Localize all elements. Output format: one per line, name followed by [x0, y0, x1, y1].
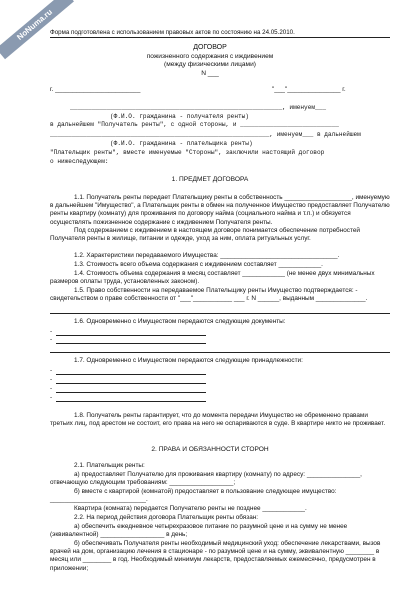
clause-2-1a: а) предоставляет Получателю для проживания квартиру (комнату) по адресу: _______________, отвечающую следующим требованиям: __________________; [50, 471, 362, 487]
clause-1-1b: Под содержанием с иждивением в настоящем договоре понимается обеспечение потребностей Получателя ренты в жилище, питании и одежде, уход за ним, оплата ритуальных услуг. [50, 227, 360, 243]
clause-1-7: 1.7. Одновременно с Имуществом передаются следующие принадлежности: [74, 357, 303, 364]
party2-hint: (Ф.И.О. гражданина - плательщика ренты) [110, 140, 253, 147]
list-dash: - [50, 394, 53, 401]
blank-line [56, 401, 206, 402]
list-dash: - [50, 367, 53, 374]
doc-subtitle: пожизненного содержания с иждивением [146, 53, 274, 60]
party2-name: ____________________________________________________________, именуем___ в дальнейшем [50, 131, 361, 138]
city-field: г. ________________________ [50, 86, 141, 93]
clause-1-1: 1.1. Получатель ренты передает Плательщику ренты в собственность ___________________, именуемую в дальнейшем "Имущество", а Плательщик ренты в обмен на полученное Имущество предоставляет Получателю ренты квартиру (комнату) для проживания по договору найма (социального найма и т.п.) и обязуется осуществлять пожизненное содержание с иждивением Получателя ренты. [50, 194, 390, 226]
watermark: NoNuma.ru [0, 0, 74, 59]
party2-rest-2: о нижеследующем: [50, 158, 109, 165]
clause-2-1b: б) вместе с квартирой (комнатой) предоставляет в пользование следующее имущество: ___________________________. [50, 488, 337, 504]
list-dash: - [50, 328, 53, 335]
doc-title: ДОГОВОР [193, 44, 227, 51]
clause-2-2b: б) обеспечивать Получателя ренты необходимый медицинский уход: обеспечение лекарствами, вызов врачей на дом, организацию лечения в стационаре - по разумной цене и на сумму, эквивалентную ________ в месяц или ________ в год. Необходимый минимум лекарств, предоставляемых ежемесячно, предусмотрен в приложении; [50, 540, 381, 572]
blank-line [56, 374, 206, 375]
blank-line [56, 343, 206, 344]
party1-hint: (Ф.И.О. гражданина - получателя ренты) [110, 113, 249, 120]
clause-1-4: 1.4. Стоимость объема содержания в месяц составляет ____________ (не менее двух минимальных размеров оплаты труда, установленных законом). [50, 270, 375, 286]
clause-1-5: 1.5. Право собственности на передаваемое Плательщику ренты Имущество подтверждается: - свидетельством о праве собственности от "___"___________ ___ г. N ______, выданным ______________. [50, 287, 368, 303]
party1-rest: в дальнейшем "Получатель ренты", с одной стороны, и ___________________________ [50, 121, 339, 128]
list-dash: - [50, 336, 53, 343]
clause-1-6: 1.6. Одновременно с Имуществом передаются следующие документы: [74, 318, 286, 325]
header-note: Форма подготовлена с использованием правовых актов по состоянию на 24.05.2010. [50, 29, 390, 38]
clause-1-3: 1.3. Стоимость всего объема содержания с иждивением составляет ____________. [74, 261, 323, 268]
clause-2-1: 2.1. Плательщик ренты: [74, 462, 145, 469]
blank-line [56, 392, 206, 393]
section1-heading: 1. ПРЕДМЕТ ДОГОВОРА [171, 176, 249, 183]
blank-line [56, 383, 206, 384]
clause-1-2: 1.2. Характеристики передаваемого Имущества: _________________________________. [74, 252, 340, 259]
date-field: "___"_______________ г. [272, 86, 346, 93]
clause-2-1c: Квартира (комната) передается Получателю ренты не позднее ____________. [74, 505, 307, 512]
list-dash: - [50, 385, 53, 392]
blank-line [56, 335, 206, 336]
party1-name: __________________________________________________________, именуем___ [70, 104, 326, 111]
blank-line [50, 313, 390, 314]
clause-2-2a: а) обеспечить ежедневное четырехразовое питание по разумной цене и на сумму не менее (эквивалентной) __________________ в день; [50, 523, 348, 539]
list-dash: - [50, 376, 53, 383]
section2-heading: 2. ПРАВА И ОБЯЗАННОСТИ СТОРОН [151, 446, 269, 453]
doc-subtitle-2: (между физическими лицами) [164, 61, 256, 68]
blank-line [50, 352, 390, 353]
clause-2-2: 2.2. На период действия договора Плательщик ренты обязан: [74, 514, 259, 521]
party2-rest: "Плательщик ренты", вместе именуемые "Стороны", заключили настоящий договор [50, 149, 325, 156]
doc-number: N ___ [201, 70, 219, 77]
clause-1-8: 1.8. Получатель ренты гарантирует, что до момента передачи Имущество не обременено правами третьих лиц, под арестом не состоит, его права на него не оспариваются в суде. В квартире никто не проживает. [50, 412, 386, 428]
